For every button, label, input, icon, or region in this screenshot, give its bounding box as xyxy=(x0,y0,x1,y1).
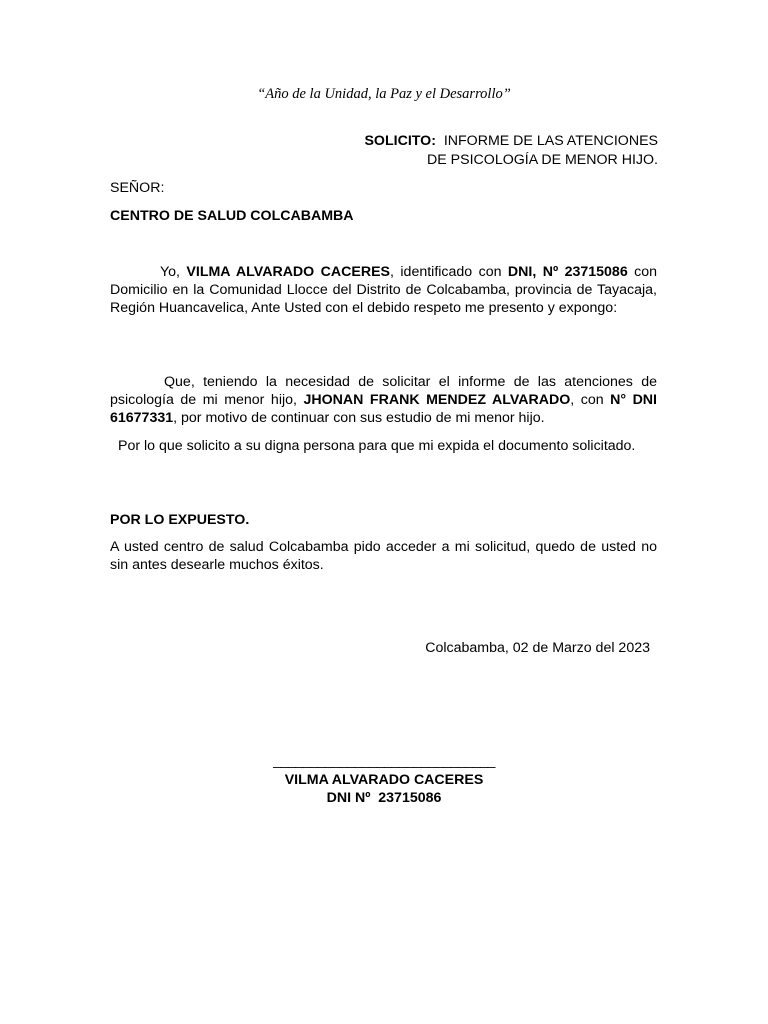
place-and-date: Colcabamba, 02 de Marzo del 2023 xyxy=(425,640,650,656)
p1-text-1: Yo, xyxy=(160,264,187,280)
applicant-name: VILMA ALVARADO CACERES xyxy=(186,264,391,280)
paragraph-petition xyxy=(110,437,657,455)
signature-line: ______________________________ xyxy=(273,753,495,769)
recipient: CENTRO DE SALUD COLCABAMBA xyxy=(110,208,354,224)
child-name: JHONAN FRANK MENDEZ ALVARADO xyxy=(303,392,571,408)
paragraph-closing: A usted centro de salud Colcabamba pido acceder a mi solicitud, quedo de usted no sin antes desearle muchos éxitos. xyxy=(110,539,657,573)
salutation: SEÑOR: xyxy=(110,180,165,196)
paragraph-request xyxy=(110,373,657,427)
closing-heading: POR LO EXPUESTO. xyxy=(110,512,250,528)
signature-block xyxy=(0,752,768,808)
p2-text-2: , con xyxy=(570,392,611,408)
p1-text-3: con Domicilio en la Comunidad Llocce del Distrito de Colcabamba, provincia de Tayacaja, Región Huancavelica, Ante Usted con el debido respeto me presento y expongo: xyxy=(110,264,658,316)
p2-text-3: , por motivo de continuar con sus estudio de mi menor hijo. xyxy=(173,410,545,426)
paragraph-introduction xyxy=(110,263,657,317)
subject-label: SOLICITO: xyxy=(364,133,436,149)
signatory-dni: DNI Nº 23715086 xyxy=(326,790,442,806)
signatory-name: VILMA ALVARADO CACERES xyxy=(284,771,484,788)
p1-text-2: , identificado con xyxy=(390,264,508,280)
subject-line-1 xyxy=(364,132,658,151)
applicant-dni: DNI, Nº 23715086 xyxy=(507,264,628,280)
p3-text: Por lo que solicito a su digna persona para que mi expida el documento solicitado. xyxy=(118,438,636,454)
subject-text-2: DE PSICOLOGÍA DE MENOR HIJO. xyxy=(427,151,658,168)
subject-block xyxy=(364,132,658,169)
child-dni: N° DNI 61677331 xyxy=(110,392,657,426)
year-motto: “Año de la Unidad, la Paz y el Desarrollo” xyxy=(257,86,511,102)
subject-text-1: INFORME DE LAS ATENCIONES xyxy=(443,133,658,149)
p2-text-1: Que, teniendo la necesidad de solicitar el informe de las atenciones de psicología de mi menor hijo, xyxy=(110,374,657,408)
